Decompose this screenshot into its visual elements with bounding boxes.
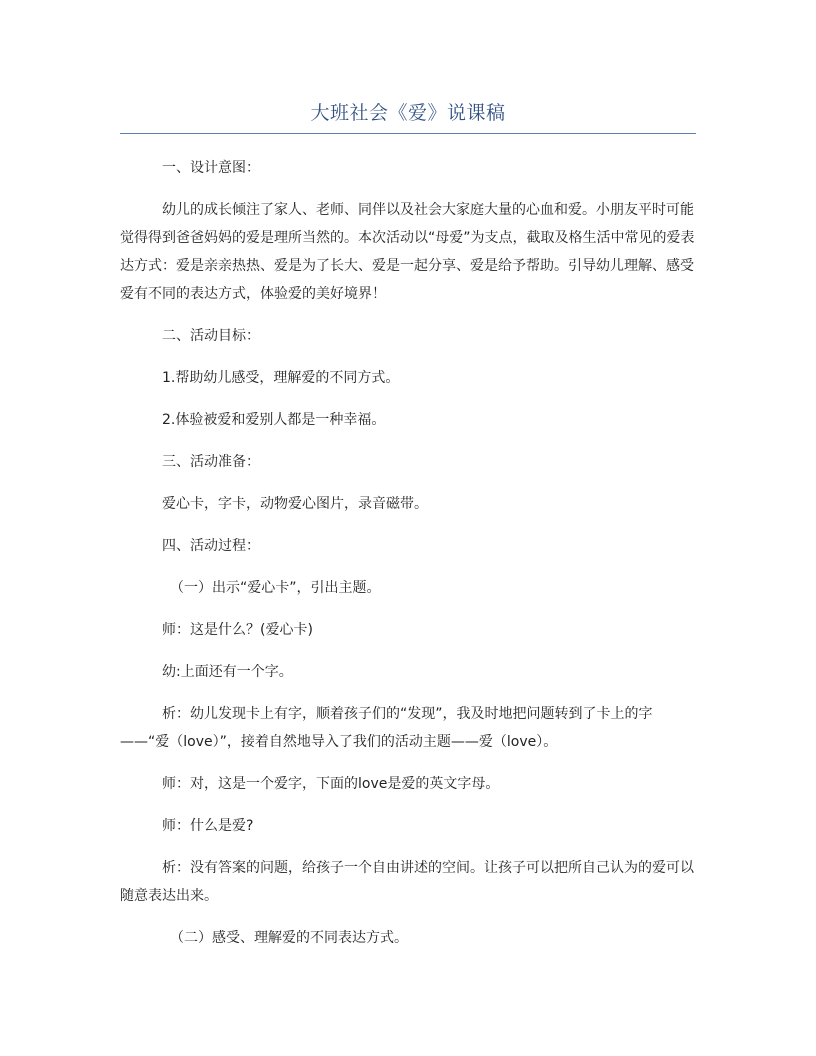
- section-heading-preparation: 三、活动准备：: [162, 454, 260, 470]
- dialogue-teacher-2: 师：对，这是一个爱字，下面的love是爱的英文字母。: [162, 776, 500, 792]
- document-title: 大班社会《爱》说课稿: [310, 102, 506, 124]
- section-heading-design-intent: 一、设计意图：: [162, 160, 260, 176]
- process-step-2: （二）感受、理解爱的不同表达方式。: [170, 930, 408, 946]
- dialogue-teacher-1: 师：这是什么？(爱心卡): [162, 622, 313, 638]
- preparation-list: 爱心卡，字卡，动物爱心图片，录音磁带。: [162, 496, 428, 512]
- document-body: [120, 154, 696, 966]
- dialogue-child-1: 幼:上面还有一个字。: [162, 664, 293, 680]
- section-heading-goals: 二、活动目标：: [162, 328, 260, 344]
- goal-item-2: 2.体验被爱和爱别人都是一种幸福。: [162, 412, 386, 428]
- dialogue-teacher-3: 师：什么是爱?: [162, 818, 254, 834]
- analysis-2: 析：没有答案的问题，给孩子一个自由讲述的空间。让孩子可以把所自己认为的爱可以随意表达出来。: [120, 860, 694, 904]
- paragraph-design-intent: 幼儿的成长倾注了家人、老师、同伴以及社会大家庭大量的心血和爱。小朋友平时可能觉得得到爸爸妈妈的爱是理所当然的。本次活动以“母爱”为支点，截取及格生活中常见的爱表达方式：爱是亲亲热热、爱是为了长大、爱是一起分享、爱是给予帮助。引导幼儿理解、感受爱有不同的表达方式，体验爱的美好境界！: [120, 202, 695, 302]
- process-step-1: （一）出示“爱心卡”，引出主题。: [170, 580, 381, 596]
- goal-item-1: 1.帮助幼儿感受，理解爱的不同方式。: [162, 370, 400, 386]
- section-heading-process: 四、活动过程：: [162, 538, 260, 554]
- title-divider: [120, 133, 696, 134]
- analysis-1: 析：幼儿发现卡上有字，顺着孩子们的“发现”，我及时地把问题转到了卡上的字——“爱（love）”，接着自然地导入了我们的活动主题——爱（love）。: [120, 706, 653, 750]
